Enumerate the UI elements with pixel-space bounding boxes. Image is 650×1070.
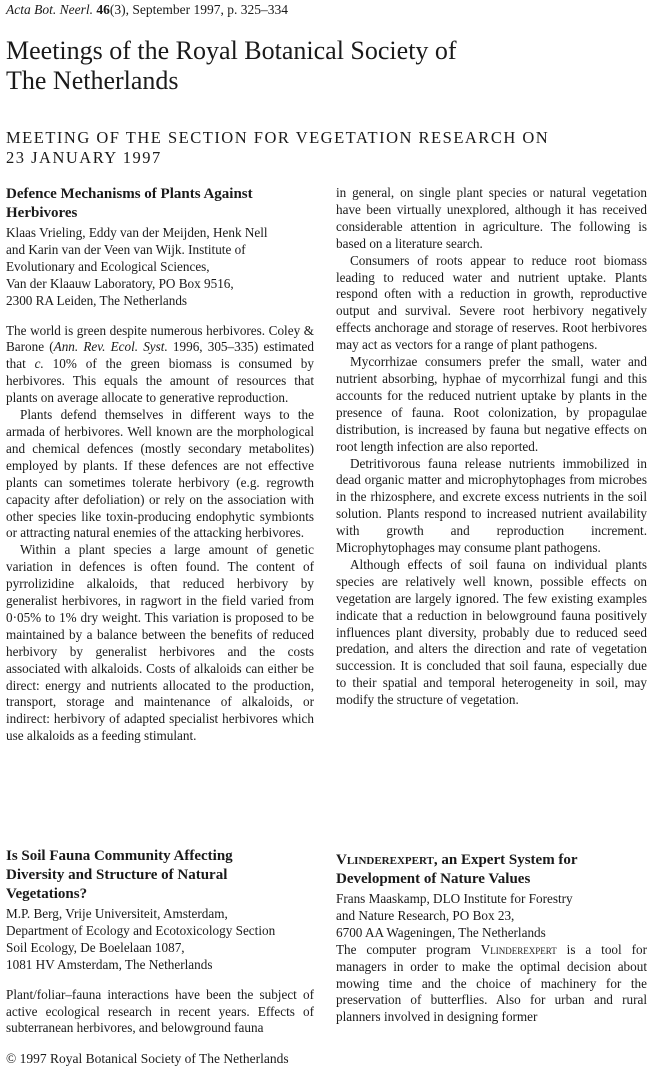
article-authors: Frans Maaskamp, DLO Institute for Forestry and Nature Research, PO Box 23, 6700 AA Wageningen, The Netherlands (336, 891, 573, 940)
journal-name: Acta Bot. Neerl. (6, 2, 93, 17)
article-body (336, 942, 647, 1027)
article-authors: M.P. Berg, Vrije Universiteit, Amsterdam, Department of Ecology and Ecotoxicology Section Soil Ecology, De Boelelaan 1087, 1081 HV Amsterdam, The Netherlands (6, 906, 276, 972)
paragraph: Consumers of roots appear to reduce root biomass leading to reduced water and nutrient uptake. Plants respond often with a reduction in growth, reproductive output and survival. Severe root herbivory negatively effects anchorage and storage of reserves. Root herbivores may act as vectors for a range of plant pathogens. (336, 252, 647, 353)
paragraph: Plant/foliar–fauna interactions have been the subject of active ecological research in recent years. Effects of subterranean herbivores, and belowground fauna (6, 986, 314, 1036)
article-soil-fauna-continued (336, 185, 647, 709)
paragraph: Although effects of soil fauna on individual plants species are relatively well known, possible effects on vegetation are largely ignored. The few existing examples indicate that a reduction in belowground fauna positively influences plant diversity, probably due to reduced seed predation, and alters the direction and rate of vegetation succession. It is concluded that soil fauna, especially due to their spatial and temporal heterogeneity in soil, may modify the structure of vegetation. (336, 556, 647, 708)
article-vlinderexpert (336, 851, 647, 1026)
journal-volume: 46 (96, 2, 110, 17)
article-soil-fauna (6, 847, 314, 1037)
paragraph: in general, on single plant species or natural vegetation have been virtually unexplored, although it has received considerable attention in agriculture. The following is based on a literature search. (336, 185, 647, 251)
article-authors: Klaas Vrieling, Eddy van der Meijden, Henk Nell and Karin van der Veen van Wijk. Institute of Evolutionary and Ecological Sciences, Van der Klaauw Laboratory, PO Box 9516, 2300 RA Leiden, The Netherlands (6, 225, 268, 308)
article-title: Is Soil Fauna Community Affecting Diversity and Structure of Natural Vegetations? (6, 848, 233, 902)
article-title: Defence Mechanisms of Plants Against Herbivores (6, 186, 253, 221)
paragraph: Plants defend themselves in different ways to the armada of herbivores. Well known are the morphological and chemical defences (mostly secondary metabolites) employed by plants. If these defences are not effective plants can sometimes tolerate herbivory (e.g. regrowth capacity after defoliation) or rely on the association with other species like toxin-producing endophytic symbionts or attracting natural enemies of the attacking herbivores. (6, 407, 314, 541)
journal-citation (6, 2, 288, 18)
article-body (6, 323, 314, 746)
journal-issue-date: (3), September 1997, p. 325–334 (109, 2, 288, 17)
paragraph: Detritivorous fauna release nutrients immobilized in dead organic matter and microphytophages from microbes in the rhizosphere, and excrete excess nutrients in the soil solution. Plants respond to increased nutrient availability with growth and reproduction increment. Microphytophages may consume plant pathogens. (336, 455, 647, 556)
article-body (336, 185, 647, 709)
article-defence-mechanisms (6, 185, 314, 745)
paragraph: Within a plant species a large amount of genetic variation in defences is often found. The content of pyrrolizidine alkaloids, that reduced herbivory by generalist herbivores, in ragwort in the field varied from 0·05% to 1% dry weight. This variation is proposed to be maintained by a balance between the benefits of reduced herbivory by generalist herbivores and the costs associated with alkaloids. Costs of alkaloids can either be direct: energy and nutrients allocated to the production, transport, storage and maintenance of alkaloids, or indirect: herbivory of adapted specialist herbivores which use alkaloids as a feeding stimulant. (6, 542, 314, 744)
paragraph: Mycorrhizae consumers prefer the small, water and nutrient absorbing, hyphae of mycorrhizal fungi and this accounts for the reduced nutrient uptake by plants in the presence of fauna. Root colonization, by propagulae distribution, is increased by fauna but negative effects on root length infection are also reported. (336, 354, 647, 454)
paragraph: The computer program Vlinderexpert is a tool for managers in order to make the optimal decision about mowing time and the choice of machinery for the preservation of butterflies. Also for urban and rural planners involved in designing former (336, 941, 647, 1025)
section-heading: MEETING OF THE SECTION FOR VEGETATION RESEARCH ON 23 JANUARY 1997 (6, 128, 550, 167)
article-body (6, 987, 314, 1038)
paragraph: The world is green despite numerous herbivores. Coley & Barone (Ann. Rev. Ecol. Syst. 1996, 305–335) estimated that c. 10% of the green biomass is consumed by herbivores. This equals the amount of resources that plants on average allocate to generative reproduction. (6, 322, 314, 406)
article-title: Vlinderexpert, an Expert System for Development of Nature Values (336, 852, 578, 887)
copyright-footer: © 1997 Royal Botanical Society of The Netherlands (6, 1051, 289, 1066)
page-title: Meetings of the Royal Botanical Society of The Netherlands (6, 36, 457, 95)
